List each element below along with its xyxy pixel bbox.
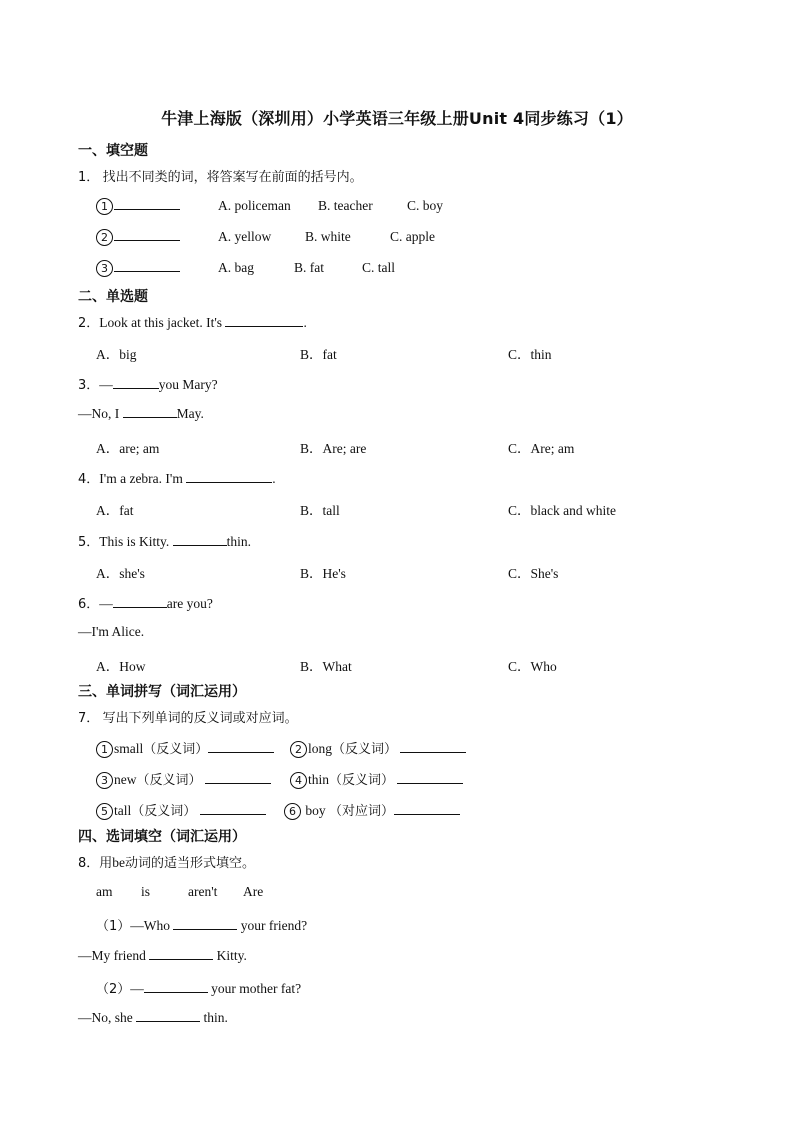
option-a[interactable]: A．fat <box>96 503 134 518</box>
answer-blank[interactable] <box>114 259 180 272</box>
question-2 <box>78 312 307 331</box>
question-stem-be: be <box>112 855 126 870</box>
answer-blank[interactable] <box>114 197 180 210</box>
word-note: （反义词） <box>136 773 202 788</box>
answer-blank[interactable] <box>114 228 180 241</box>
dialogue-text: —No, she <box>78 1010 133 1025</box>
q8-part-1-answer <box>78 947 247 964</box>
circled-number: 2 <box>96 229 113 246</box>
answer-blank[interactable] <box>113 595 167 608</box>
question-number: 4． <box>78 472 100 487</box>
word-bank-item: am <box>96 884 113 899</box>
answer-blank[interactable] <box>136 1009 200 1022</box>
section-heading-word-choice: 四、选词填空（词汇运用） <box>78 829 246 845</box>
question-stem: you Mary? <box>158 377 218 392</box>
option-c[interactable]: C．Who <box>508 659 557 674</box>
question-stem: 写出下列单词的反义词或对应词。 <box>102 711 298 726</box>
word: small <box>114 741 144 756</box>
dialogue-text: —Who <box>130 918 171 933</box>
word: boy <box>305 803 326 818</box>
question-7 <box>78 707 298 726</box>
dash: — <box>99 596 113 611</box>
question-stem: are you? <box>166 596 213 611</box>
question-stem-end: thin. <box>226 534 252 549</box>
circled-number: 2 <box>290 741 307 758</box>
answer-blank[interactable] <box>173 917 237 930</box>
option-b: B. fat <box>294 260 324 275</box>
q7-item-3 <box>96 769 271 789</box>
option-b[interactable]: B．He's <box>300 566 346 581</box>
answer-blank[interactable] <box>205 771 271 784</box>
dash: — <box>99 377 113 392</box>
question-number: 5． <box>78 535 100 550</box>
dialogue-text: May. <box>176 406 204 421</box>
answer-blank[interactable] <box>200 802 266 815</box>
option-a: A. policeman <box>218 198 291 213</box>
word-note: （反义词） <box>131 804 197 819</box>
circled-number: 3 <box>96 772 113 789</box>
answer-blank[interactable] <box>394 802 460 815</box>
question-stem: This is Kitty. <box>99 534 170 549</box>
answer-blank[interactable] <box>208 740 274 753</box>
answer-blank[interactable] <box>173 533 227 546</box>
question-number: 1． <box>78 170 100 185</box>
question-stem: 找出不同类的词，将答案写在前面的括号内。 <box>102 170 363 185</box>
option-c[interactable]: C．She's <box>508 566 559 581</box>
circled-number: 3 <box>96 260 113 277</box>
question-3 <box>78 374 218 393</box>
question-1 <box>78 166 363 185</box>
word-bank-item: is <box>141 884 151 899</box>
q1-row-1 <box>96 197 180 215</box>
q1-row-3 <box>96 259 180 277</box>
part-number: （2） <box>96 982 131 997</box>
question-stem: 动词的适当形式填空。 <box>125 856 256 871</box>
dialogue-text: —My friend <box>78 948 146 963</box>
q7-item-5 <box>96 800 266 820</box>
answer-blank[interactable] <box>123 405 177 418</box>
word: long <box>308 741 333 756</box>
question-6 <box>78 593 213 612</box>
q7-item-1 <box>96 738 274 758</box>
q8-part-2 <box>96 978 301 997</box>
option-a[interactable]: A．big <box>96 347 137 362</box>
option-b[interactable]: B．Are; are <box>300 441 367 456</box>
circled-number: 1 <box>96 198 113 215</box>
dialogue-text: your mother fat? <box>211 981 302 996</box>
question-number: 7． <box>78 711 100 726</box>
question-stem: 用 <box>99 856 113 871</box>
q8-part-1 <box>96 915 307 934</box>
option-b[interactable]: B．What <box>300 659 352 674</box>
circled-number: 4 <box>290 772 307 789</box>
section-heading-single-choice: 二、单选题 <box>78 289 148 305</box>
question-stem: Look at this jacket. It's <box>99 315 223 330</box>
option-c: C. apple <box>390 229 435 244</box>
answer-blank[interactable] <box>400 740 466 753</box>
answer-blank[interactable] <box>397 771 463 784</box>
word: tall <box>114 803 132 818</box>
option-a: A. yellow <box>218 229 272 244</box>
option-a[interactable]: A．are; am <box>96 441 160 456</box>
question-stem: I'm a zebra. I'm <box>99 471 183 486</box>
option-b[interactable]: B．fat <box>300 347 337 362</box>
word-note: （反义词） <box>143 742 209 757</box>
circled-number: 6 <box>284 803 301 820</box>
dialogue-text: your friend? <box>240 918 308 933</box>
option-c[interactable]: C．thin <box>508 347 552 362</box>
word-note: （反义词） <box>329 773 395 788</box>
circled-number: 5 <box>96 803 113 820</box>
answer-blank[interactable] <box>149 947 213 960</box>
question-number: 6． <box>78 597 100 612</box>
word-note: （反义词） <box>332 742 398 757</box>
option-c[interactable]: C．Are; am <box>508 441 575 456</box>
question-number: 3． <box>78 378 100 393</box>
option-a[interactable]: A．she's <box>96 566 145 581</box>
word: thin <box>308 772 330 787</box>
circled-number: 1 <box>96 741 113 758</box>
question-6-line-2: —I'm Alice. <box>78 624 145 639</box>
answer-blank[interactable] <box>113 376 159 389</box>
word-bank-item: aren't <box>188 884 218 899</box>
punctuation: . <box>303 315 307 330</box>
option-c: C. tall <box>362 260 395 275</box>
page-title: 牛津上海版（深圳用）小学英语三年级上册Unit 4同步练习（1） <box>161 109 633 128</box>
answer-blank[interactable] <box>144 980 208 993</box>
dialogue-text: Kitty. <box>216 948 247 963</box>
punctuation: . <box>272 471 276 486</box>
part-number: （1） <box>96 919 131 934</box>
word: new <box>114 772 137 787</box>
option-b: B. teacher <box>318 198 373 213</box>
option-a: A. bag <box>218 260 254 275</box>
question-5 <box>78 531 251 550</box>
answer-blank[interactable] <box>186 470 272 483</box>
dialogue-text: — <box>130 981 144 996</box>
option-a[interactable]: A．How <box>96 659 146 674</box>
question-3-line-2 <box>78 405 204 422</box>
q7-item-6 <box>284 800 460 820</box>
q8-part-2-answer <box>78 1009 228 1026</box>
dialogue-text: —No, I <box>78 406 120 421</box>
option-b[interactable]: B．tall <box>300 503 340 518</box>
dialogue-text: thin. <box>203 1010 228 1025</box>
question-4 <box>78 468 276 487</box>
word-bank-item: Are <box>243 884 264 899</box>
section-heading-spelling: 三、单词拼写（词汇运用） <box>78 684 246 700</box>
q1-row-2 <box>96 228 180 246</box>
section-heading-fill-blanks: 一、填空题 <box>78 143 148 159</box>
answer-blank[interactable] <box>225 314 303 327</box>
option-c: C. boy <box>407 198 444 213</box>
q7-item-4 <box>290 769 463 789</box>
word-note: （对应词） <box>329 804 395 819</box>
question-number: 8． <box>78 856 100 871</box>
option-c[interactable]: C．black and white <box>508 503 616 518</box>
question-8 <box>78 852 255 871</box>
option-b: B. white <box>305 229 351 244</box>
q7-item-2 <box>290 738 466 758</box>
question-number: 2． <box>78 316 100 331</box>
